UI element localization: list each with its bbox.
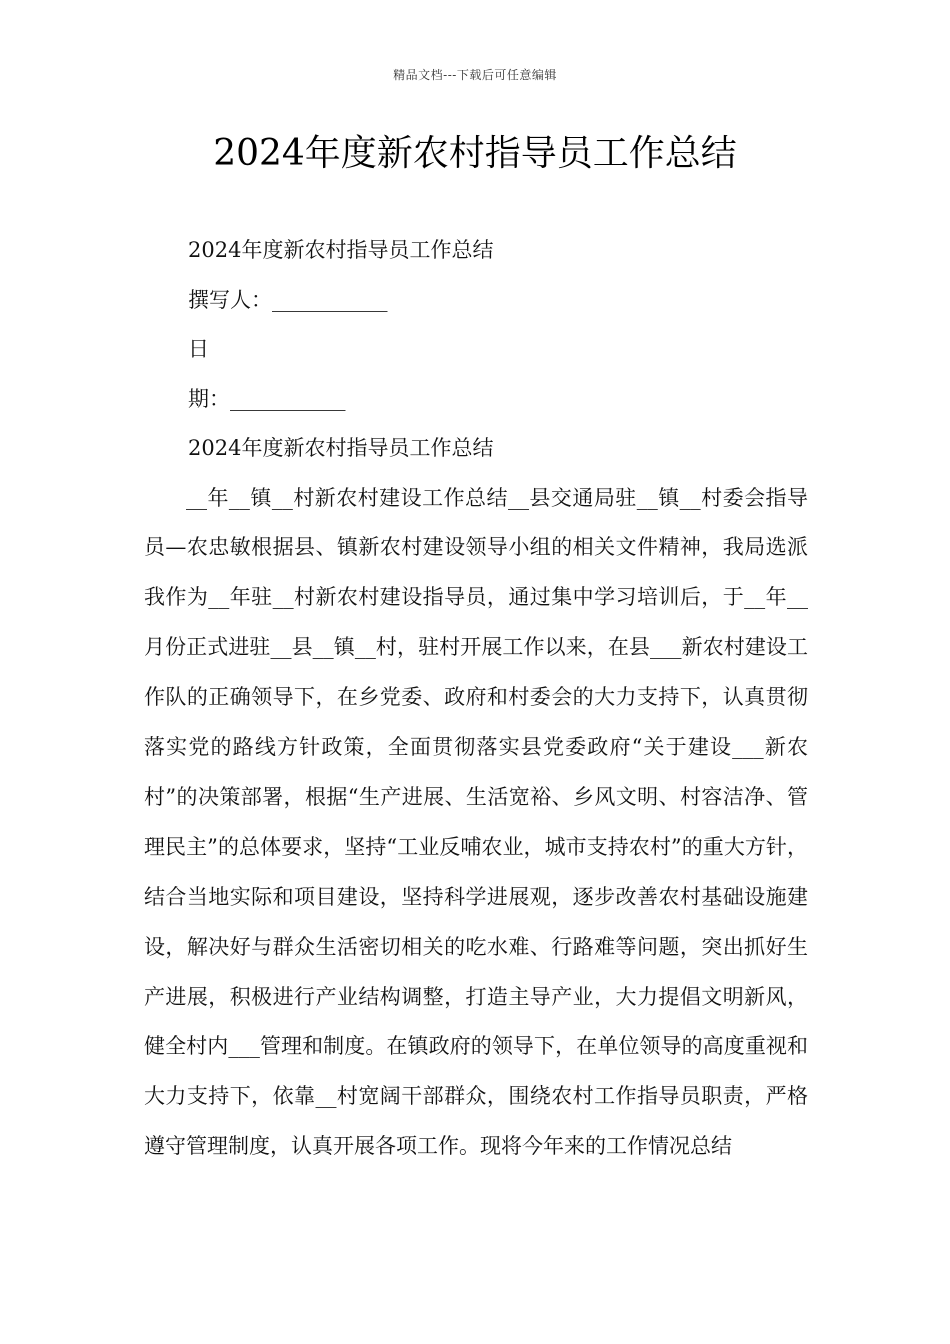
body-paragraph: __年__镇__村新农村建设工作总结__县交通局驻__镇__村委会指导员—农忠敏根据县、镇新农村建设领导小组的相关文件精神，我局选派我作为__年驻__村新农村建设指导员，通过集中学习培训后，于__年__月份正式进驻__县__镇__村，驻村开展工作以来，在县___新农村建设工作队的正确领导下，在乡党委、政府和村委会的大力支持下，认真贯彻落实党的路线方针政策，全面贯彻落实县党委政府“关于建设___新农村”的决策部署，根据“生产进展、生活宽裕、乡风文明、村容洁净、管理民主”的总体要求，坚持“工业反哺农业，城市支持农村”的重大方针，结合当地实际和项目建设，坚持科学进展观，逐步改善农村基础设施建设，解决好与群众生活密切相关的吃水难、行路难等问题，突出抓好生产进展，积极进行产业结构调整，打造主导产业，大力提倡文明新风，健全村内___管理和制度。在镇政府的领导下，在单位领导的高度重视和大力支持下，依靠__村宽阔干部群众，围绕农村工作指导员职责，严格遵守管理制度，认真开展各项工作。现将今年来的工作情况总结 [144,485,808,1159]
date-field: 期：___________ [188,386,346,411]
document-title: 2024年度新农村指导员工作总结 [213,133,737,174]
header-note: 精品文档---下载后可任意编辑 [393,68,557,82]
writer-field: 撰写人：___________ [188,287,388,312]
subtitle-line: 2024年度新农村指导员工作总结 [188,238,494,262]
subtitle-repeat-line: 2024年度新农村指导员工作总结 [188,436,494,460]
date-label-char: 日 [188,337,209,361]
document-body [144,226,818,1172]
